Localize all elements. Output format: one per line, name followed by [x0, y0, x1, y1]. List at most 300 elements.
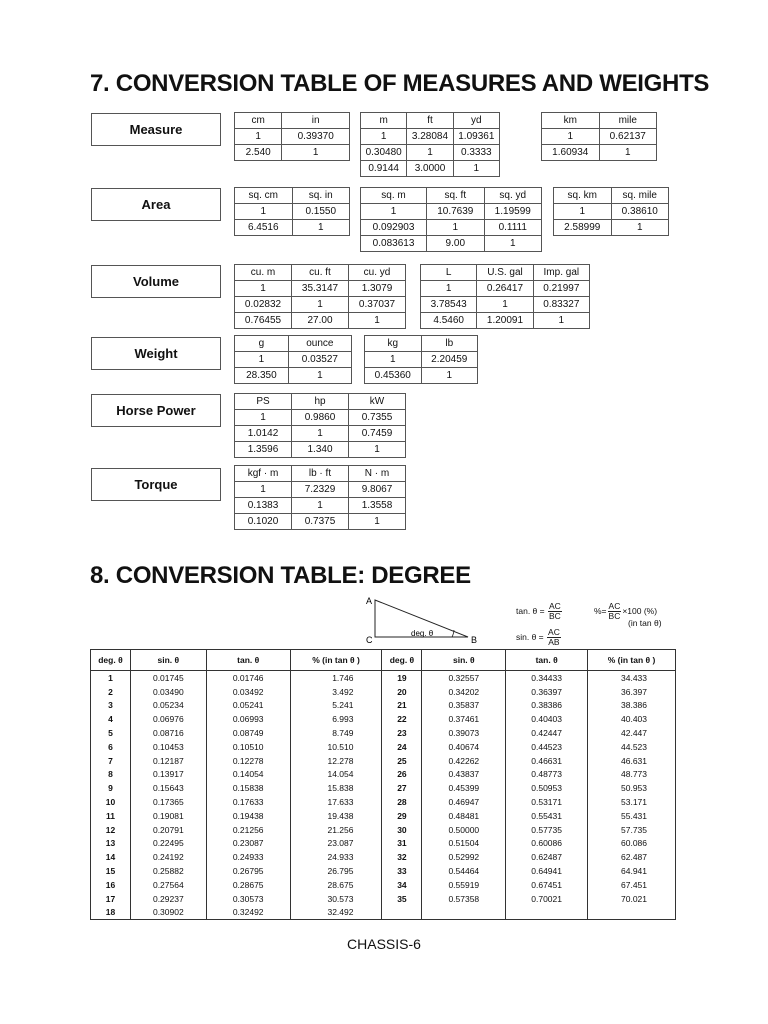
value-cell: 1.746: [290, 671, 382, 685]
unit-header-cell: kW: [349, 394, 406, 410]
conversion-cell: 1: [542, 129, 600, 145]
conversion-row: [421, 297, 590, 313]
table-row: [91, 685, 676, 699]
value-cell: 0.62487: [506, 850, 588, 864]
conversion-row: [235, 281, 406, 297]
conversion-cell: 1: [349, 313, 406, 329]
conversion-row: [235, 498, 406, 514]
value-cell: 0.50953: [506, 781, 588, 795]
value-cell: 14.054: [290, 768, 382, 782]
degree-cell: 3: [91, 699, 131, 713]
value-cell: 70.021: [588, 892, 676, 906]
value-cell: 0.24933: [206, 850, 290, 864]
conversion-cell: 1: [533, 313, 589, 329]
value-cell: 0.55919: [422, 878, 506, 892]
table-row: [91, 809, 676, 823]
conversion-cell: 0.38610: [611, 204, 669, 220]
conversion-row: [542, 145, 657, 161]
degree-table-header: [91, 650, 676, 671]
unit-header-cell: cu. yd: [349, 265, 406, 281]
percent-formula-rhs: ×100 (%): [622, 605, 658, 616]
degree-header-cell: tan. θ: [506, 650, 588, 671]
degree-cell: 21: [382, 699, 422, 713]
unit-header-cell: cu. m: [235, 265, 292, 281]
value-cell: 0.19081: [130, 809, 206, 823]
percent-fraction: [608, 602, 622, 621]
conversion-cell: 1: [349, 514, 406, 530]
sin-fraction: [547, 628, 561, 647]
value-cell: 30.573: [290, 892, 382, 906]
table-row: [91, 795, 676, 809]
conversion-row: [235, 129, 350, 145]
tan-fraction: [548, 602, 562, 621]
conversion-cell: 3.0000: [407, 161, 453, 177]
table-volume-l-usgal-impgal: [420, 264, 590, 329]
value-cell: 0.45399: [422, 781, 506, 795]
conversion-cell: 0.39370: [282, 129, 350, 145]
conversion-cell: 0.1020: [235, 514, 292, 530]
value-cell: 12.278: [290, 754, 382, 768]
value-cell: 8.749: [290, 726, 382, 740]
unit-header-row: [235, 188, 350, 204]
unit-header-cell: km: [542, 113, 600, 129]
degree-cell: 1: [91, 671, 131, 685]
value-cell: 64.941: [588, 864, 676, 878]
degree-header-cell: deg. θ: [382, 650, 422, 671]
vertex-c-label: C: [366, 635, 373, 645]
conversion-cell: 1: [484, 236, 541, 252]
section-title-degree: 8. CONVERSION TABLE: DEGREE: [90, 562, 471, 589]
value-cell: 0.32492: [206, 906, 290, 920]
conversion-row: [235, 368, 352, 384]
conversion-row: [554, 204, 669, 220]
table-row: [91, 699, 676, 713]
degree-cell: 11: [91, 809, 131, 823]
value-cell: 0.44523: [506, 740, 588, 754]
conversion-cell: 1: [365, 352, 422, 368]
conversion-cell: 1.09361: [453, 129, 499, 145]
unit-header-cell: sq. yd: [484, 188, 541, 204]
value-cell: 0.43837: [422, 768, 506, 782]
value-cell: 0.21256: [206, 823, 290, 837]
value-cell: 0.57358: [422, 892, 506, 906]
degree-cell: 16: [91, 878, 131, 892]
conversion-cell: 1: [611, 220, 669, 236]
conversion-row: [235, 410, 406, 426]
table-row: [91, 712, 676, 726]
value-cell: 5.241: [290, 699, 382, 713]
table-row: [91, 823, 676, 837]
tan-formula: [516, 602, 563, 621]
value-cell: 53.171: [588, 795, 676, 809]
conversion-cell: 0.9144: [361, 161, 407, 177]
row-label-area: Area: [91, 188, 221, 221]
conversion-cell: 0.45360: [365, 368, 422, 384]
unit-header-row: [235, 336, 352, 352]
value-cell: 0.10510: [206, 740, 290, 754]
degree-cell: 28: [382, 795, 422, 809]
value-cell: 42.447: [588, 726, 676, 740]
conversion-cell: 1: [477, 297, 533, 313]
value-cell: 0.27564: [130, 878, 206, 892]
unit-header-cell: sq. km: [554, 188, 612, 204]
table-row: [91, 754, 676, 768]
unit-header-row: [365, 336, 478, 352]
value-cell: 0.67451: [506, 878, 588, 892]
value-cell: 0.52992: [422, 850, 506, 864]
conversion-row: [235, 204, 350, 220]
conversion-cell: 1: [235, 482, 292, 498]
value-cell: 67.451: [588, 878, 676, 892]
table-row: [91, 850, 676, 864]
value-cell: 0.29237: [130, 892, 206, 906]
value-cell: 21.256: [290, 823, 382, 837]
value-cell: 0.64941: [506, 864, 588, 878]
value-cell: 32.492: [290, 906, 382, 920]
unit-header-cell: kg: [365, 336, 422, 352]
value-cell: 0.46631: [506, 754, 588, 768]
row-label-weight: Weight: [91, 337, 221, 370]
value-cell: 0.06976: [130, 712, 206, 726]
conversion-row: [235, 514, 406, 530]
conversion-cell: 2.20459: [421, 352, 478, 368]
conversion-cell: 7.2329: [292, 482, 349, 498]
value-cell: 0.24192: [130, 850, 206, 864]
degree-cell: 24: [382, 740, 422, 754]
percent-denominator: BC: [608, 611, 621, 621]
value-cell: 62.487: [588, 850, 676, 864]
degree-header-cell: tan. θ: [206, 650, 290, 671]
conversion-cell: 0.21997: [533, 281, 589, 297]
value-cell: 0.60086: [506, 837, 588, 851]
value-cell: 23.087: [290, 837, 382, 851]
degree-cell: 6: [91, 740, 131, 754]
value-cell: 0.51504: [422, 837, 506, 851]
unit-header-cell: yd: [453, 113, 499, 129]
value-cell: [588, 906, 676, 920]
value-cell: 46.631: [588, 754, 676, 768]
degree-cell: 27: [382, 781, 422, 795]
conversion-row: [235, 426, 406, 442]
value-cell: 0.40674: [422, 740, 506, 754]
degree-cell: 33: [382, 864, 422, 878]
conversion-cell: 0.092903: [361, 220, 427, 236]
conversion-cell: 1.19599: [484, 204, 541, 220]
conversion-cell: 0.26417: [477, 281, 533, 297]
conversion-cell: 2.540: [235, 145, 282, 161]
degree-cell: 12: [91, 823, 131, 837]
degree-cell: 20: [382, 685, 422, 699]
conversion-cell: 1.3079: [349, 281, 406, 297]
conversion-cell: 9.00: [427, 236, 484, 252]
conversion-cell: 1: [282, 145, 350, 161]
value-cell: 0.70021: [506, 892, 588, 906]
value-cell: 0.34433: [506, 671, 588, 685]
degree-cell: 9: [91, 781, 131, 795]
unit-header-cell: PS: [235, 394, 292, 410]
value-cell: 0.55431: [506, 809, 588, 823]
conversion-cell: 0.76455: [235, 313, 292, 329]
table-volume-cum-cuft-cuyd: [234, 264, 406, 329]
value-cell: 0.30573: [206, 892, 290, 906]
conversion-row: [421, 281, 590, 297]
value-cell: 36.397: [588, 685, 676, 699]
section-title-measures: 7. CONVERSION TABLE OF MEASURES AND WEIGHTS: [90, 70, 710, 97]
unit-header-row: [542, 113, 657, 129]
conversion-row: [235, 145, 350, 161]
conversion-cell: 1.3558: [349, 498, 406, 514]
conversion-cell: 1: [554, 204, 612, 220]
conversion-row: [235, 220, 350, 236]
unit-header-cell: hp: [292, 394, 349, 410]
degree-table-body: [91, 671, 676, 920]
table-measure-km-mile: [541, 112, 657, 161]
sin-denominator: AB: [548, 637, 560, 647]
value-cell: 0.53171: [506, 795, 588, 809]
tan-denominator: BC: [548, 611, 561, 621]
conversion-cell: 1: [235, 281, 292, 297]
unit-header-row: [361, 188, 542, 204]
conversion-row: [235, 352, 352, 368]
conversion-cell: 1.0142: [235, 426, 292, 442]
unit-header-cell: in: [282, 113, 350, 129]
value-cell: 0.10453: [130, 740, 206, 754]
value-cell: 50.953: [588, 781, 676, 795]
degree-cell: 25: [382, 754, 422, 768]
value-cell: 28.675: [290, 878, 382, 892]
value-cell: 0.36397: [506, 685, 588, 699]
value-cell: 6.993: [290, 712, 382, 726]
conversion-cell: 35.3147: [292, 281, 349, 297]
conversion-cell: 1: [427, 220, 484, 236]
value-cell: 0.34202: [422, 685, 506, 699]
degree-cell: 32: [382, 850, 422, 864]
value-cell: 26.795: [290, 864, 382, 878]
conversion-cell: 1.3596: [235, 442, 292, 458]
conversion-row: [365, 352, 478, 368]
value-cell: 0.39073: [422, 726, 506, 740]
value-cell: 0.46947: [422, 795, 506, 809]
value-cell: 0.48773: [506, 768, 588, 782]
value-cell: 0.03490: [130, 685, 206, 699]
conversion-cell: 0.30480: [361, 145, 407, 161]
conversion-cell: 1: [235, 129, 282, 145]
degree-cell: 13: [91, 837, 131, 851]
unit-header-cell: sq. in: [292, 188, 350, 204]
degree-cell: 4: [91, 712, 131, 726]
value-cell: 0.30902: [130, 906, 206, 920]
conversion-cell: 1: [235, 204, 293, 220]
conversion-cell: 1: [349, 442, 406, 458]
value-cell: 0.40403: [506, 712, 588, 726]
table-row: [91, 878, 676, 892]
value-cell: 0.14054: [206, 768, 290, 782]
degree-header-cell: % (in tan θ ): [588, 650, 676, 671]
percent-note: (in tan θ): [628, 618, 662, 628]
value-cell: 48.773: [588, 768, 676, 782]
conversion-cell: 4.5460: [421, 313, 477, 329]
conversion-cell: 0.83327: [533, 297, 589, 313]
value-cell: 38.386: [588, 699, 676, 713]
value-cell: 0.01745: [130, 671, 206, 685]
degree-table: [90, 649, 676, 920]
value-cell: 34.433: [588, 671, 676, 685]
value-cell: 55.431: [588, 809, 676, 823]
unit-header-row: [421, 265, 590, 281]
conversion-row: [361, 236, 542, 252]
table-row: [91, 892, 676, 906]
conversion-cell: 1: [292, 220, 350, 236]
conversion-cell: 6.4516: [235, 220, 293, 236]
value-cell: 0.28675: [206, 878, 290, 892]
unit-header-cell: sq. cm: [235, 188, 293, 204]
degree-cell: 29: [382, 809, 422, 823]
table-measure-m-ft-yd: [360, 112, 500, 177]
conversion-cell: 1.20091: [477, 313, 533, 329]
value-cell: [422, 906, 506, 920]
conversion-row: [361, 145, 500, 161]
value-cell: 0.05241: [206, 699, 290, 713]
conversion-row: [235, 442, 406, 458]
conversion-cell: 9.8067: [349, 482, 406, 498]
vertex-b-label: B: [471, 635, 478, 645]
value-cell: 0.26795: [206, 864, 290, 878]
degree-cell: 19: [382, 671, 422, 685]
value-cell: 0.50000: [422, 823, 506, 837]
table-row: [91, 768, 676, 782]
degree-cell: [382, 906, 422, 920]
value-cell: 0.19438: [206, 809, 290, 823]
degree-cell: 30: [382, 823, 422, 837]
unit-header-row: [235, 113, 350, 129]
value-cell: 10.510: [290, 740, 382, 754]
unit-header-cell: cm: [235, 113, 282, 129]
value-cell: 19.438: [290, 809, 382, 823]
conversion-cell: 0.1111: [484, 220, 541, 236]
value-cell: 17.633: [290, 795, 382, 809]
percent-formula-lhs: %=: [594, 605, 607, 616]
value-cell: 0.35837: [422, 699, 506, 713]
value-cell: 0.12187: [130, 754, 206, 768]
conversion-cell: 3.78543: [421, 297, 477, 313]
table-row: [91, 906, 676, 920]
table-measure-cm-in: [234, 112, 350, 161]
unit-header-cell: sq. ft: [427, 188, 484, 204]
unit-header-cell: ounce: [288, 336, 351, 352]
degree-cell: 23: [382, 726, 422, 740]
degree-header-cell: % (in tan θ ): [290, 650, 382, 671]
tan-numerator: AC: [548, 601, 561, 611]
conversion-cell: 0.7375: [292, 514, 349, 530]
conversion-cell: 2.58999: [554, 220, 612, 236]
percent-numerator: AC: [608, 601, 621, 611]
sin-numerator: AC: [548, 627, 560, 637]
row-label-volume: Volume: [91, 265, 221, 298]
value-cell: 44.523: [588, 740, 676, 754]
degree-cell: 34: [382, 878, 422, 892]
conversion-cell: 1: [361, 204, 427, 220]
value-cell: 40.403: [588, 712, 676, 726]
value-cell: [506, 906, 588, 920]
degree-cell: 14: [91, 850, 131, 864]
value-cell: 0.03492: [206, 685, 290, 699]
table-row: [91, 781, 676, 795]
conversion-cell: 0.1383: [235, 498, 292, 514]
value-cell: 0.08716: [130, 726, 206, 740]
unit-header-cell: L: [421, 265, 477, 281]
value-cell: 0.42262: [422, 754, 506, 768]
conversion-cell: 0.03527: [288, 352, 351, 368]
degree-cell: 2: [91, 685, 131, 699]
table-row: [91, 837, 676, 851]
page-footer: CHASSIS-6: [347, 936, 421, 952]
value-cell: 60.086: [588, 837, 676, 851]
value-cell: 0.57735: [506, 823, 588, 837]
value-cell: 3.492: [290, 685, 382, 699]
table-torque-kgfm-lbft-nm: [234, 465, 406, 530]
table-area-sqkm-sqmile: [553, 187, 669, 236]
value-cell: 0.42447: [506, 726, 588, 740]
degree-cell: 5: [91, 726, 131, 740]
degree-cell: 7: [91, 754, 131, 768]
conversion-cell: 0.37037: [349, 297, 406, 313]
value-cell: 0.54464: [422, 864, 506, 878]
conversion-row: [361, 129, 500, 145]
degree-cell: 26: [382, 768, 422, 782]
value-cell: 57.735: [588, 823, 676, 837]
conversion-cell: 27.00: [292, 313, 349, 329]
value-cell: 0.48481: [422, 809, 506, 823]
degree-cell: 10: [91, 795, 131, 809]
unit-header-cell: Imp. gal: [533, 265, 589, 281]
row-label-horsepower: Horse Power: [91, 394, 221, 427]
unit-header-cell: sq. mile: [611, 188, 669, 204]
sin-formula: [516, 628, 562, 647]
tan-formula-lhs: tan. θ =: [516, 605, 545, 616]
value-cell: 0.25882: [130, 864, 206, 878]
unit-header-row: [361, 113, 500, 129]
value-cell: 0.23087: [206, 837, 290, 851]
value-cell: 0.12278: [206, 754, 290, 768]
value-cell: 0.06993: [206, 712, 290, 726]
value-cell: 0.13917: [130, 768, 206, 782]
unit-header-row: [235, 466, 406, 482]
degree-header-cell: sin. θ: [422, 650, 506, 671]
table-row: [91, 740, 676, 754]
vertex-a-label: A: [366, 596, 373, 606]
unit-header-row: [235, 265, 406, 281]
conversion-row: [361, 220, 542, 236]
value-cell: 0.15643: [130, 781, 206, 795]
unit-header-cell: kgf · m: [235, 466, 292, 482]
conversion-cell: 0.1550: [292, 204, 350, 220]
degree-header-cell: sin. θ: [130, 650, 206, 671]
conversion-cell: 28.350: [235, 368, 289, 384]
value-cell: 0.08749: [206, 726, 290, 740]
degree-cell: 18: [91, 906, 131, 920]
unit-header-cell: lb: [421, 336, 478, 352]
table-weight-g-ounce: [234, 335, 352, 384]
table-row: [91, 864, 676, 878]
conversion-row: [235, 297, 406, 313]
sin-formula-lhs: sin. θ =: [516, 631, 544, 642]
value-cell: 0.37461: [422, 712, 506, 726]
conversion-cell: 0.3333: [453, 145, 499, 161]
conversion-row: [365, 368, 478, 384]
row-label-torque: Torque: [91, 468, 221, 501]
conversion-cell: 1: [407, 145, 453, 161]
conversion-cell: 0.7355: [349, 410, 406, 426]
